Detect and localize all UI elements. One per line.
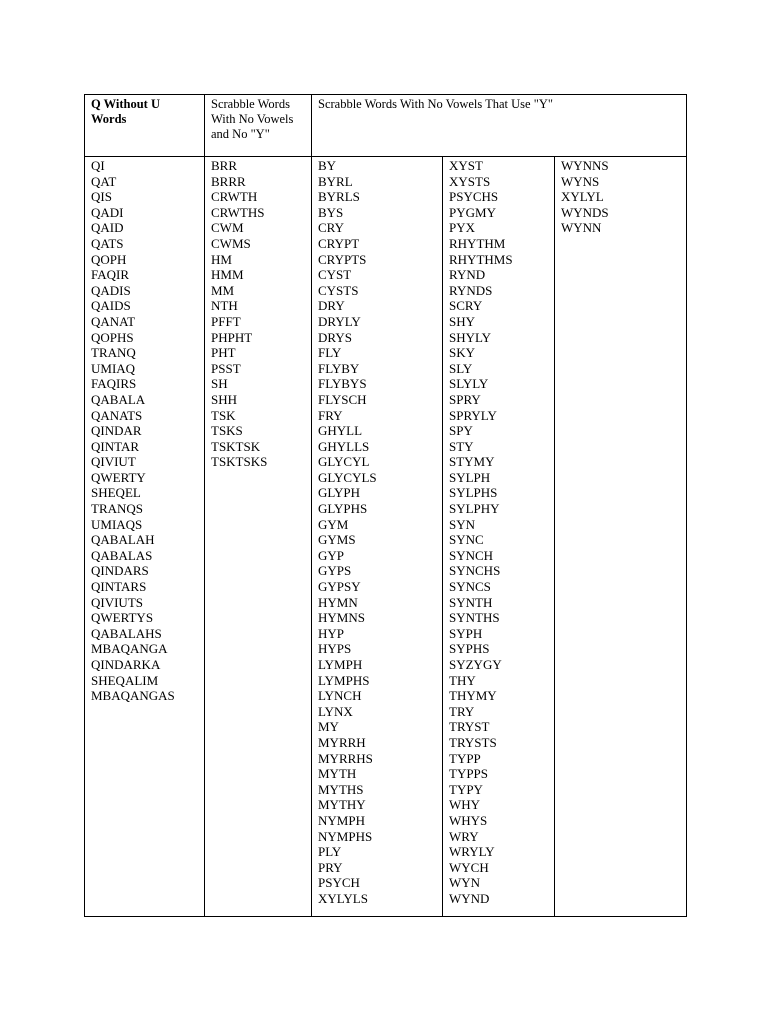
word-entry: XYLYL	[561, 189, 604, 205]
word-entry: PYX	[449, 220, 476, 236]
word-entry: GLYPHS	[318, 501, 368, 517]
word-entry: QATS	[91, 235, 124, 251]
word-entry: QAT	[91, 173, 117, 189]
word-entry: FAQIRS	[91, 376, 137, 392]
word-entry: WHY	[449, 797, 481, 813]
word-entry: SYNCHS	[449, 563, 501, 579]
word-entry: PSYCHS	[449, 189, 499, 205]
word-entry: WYNNS	[561, 158, 609, 173]
word-entry: DRYS	[318, 329, 352, 345]
word-entry: WYNDS	[561, 204, 609, 220]
word-entry: TSKTSKS	[211, 454, 268, 470]
header-q-without-u: Q Without U Words	[85, 95, 205, 157]
word-entry: PYGMY	[449, 204, 496, 220]
word-entry: SH	[211, 376, 228, 392]
word-entry: SPY	[449, 423, 473, 439]
word-entry: SYNCH	[449, 547, 494, 563]
word-entry: HYMNS	[318, 610, 365, 626]
column-y-words-2	[443, 157, 555, 917]
word-entry: STYMY	[449, 454, 495, 470]
word-entry: BYS	[318, 204, 344, 220]
word-entry: SPRYLY	[449, 407, 497, 423]
word-entry: SPRY	[449, 391, 481, 407]
word-entry: MBAQANGAS	[91, 688, 175, 704]
word-entry: BRRR	[211, 173, 246, 189]
word-entry: QINTARS	[91, 579, 147, 595]
word-entry: HYP	[318, 625, 345, 641]
column-q-without-u	[85, 157, 205, 917]
word-entry: MM	[211, 282, 235, 298]
word-entry: QANATS	[91, 407, 143, 423]
word-entry: MYRRH	[318, 734, 366, 750]
word-entry: CRWTHS	[211, 204, 265, 220]
word-entry: PFFT	[211, 313, 241, 329]
scrabble-words-table	[84, 94, 687, 917]
word-entry: TYPP	[449, 750, 481, 766]
word-entry: PRY	[318, 859, 343, 875]
column-y-words-1	[312, 157, 443, 917]
word-entry: CYSTS	[318, 282, 359, 298]
column-y-words-3	[555, 157, 687, 917]
word-entry: THYMY	[449, 688, 497, 704]
word-entry: HM	[211, 251, 232, 267]
word-entry: WRY	[449, 828, 479, 844]
word-entry: SYNCS	[449, 579, 491, 595]
word-entry: GHYLL	[318, 423, 363, 439]
word-entry: TRYST	[449, 719, 490, 735]
word-entry: WHYS	[449, 812, 488, 828]
word-entry: XYSTS	[449, 173, 491, 189]
word-entry: QABALAHS	[91, 625, 162, 641]
word-entry: QINTAR	[91, 438, 140, 454]
word-entry: SLYLY	[449, 376, 489, 392]
word-entry: WYNS	[561, 173, 600, 189]
word-entry: SYLPH	[449, 469, 491, 485]
word-entry: SYPH	[449, 625, 483, 641]
word-entry: MYTHY	[318, 797, 366, 813]
word-entry: PLY	[318, 844, 342, 860]
word-entry: SYLPHY	[449, 501, 500, 517]
word-entry: CRWTH	[211, 189, 258, 205]
word-entry: TRANQS	[91, 501, 144, 517]
word-entry: QOPHS	[91, 329, 134, 345]
word-entry: GLYCYLS	[318, 469, 377, 485]
word-entry: SYNC	[449, 532, 484, 548]
word-entry: NYMPHS	[318, 828, 373, 844]
word-entry: QI	[91, 158, 105, 173]
word-entry: SYNTH	[449, 594, 493, 610]
word-entry: SYNTHS	[449, 610, 500, 626]
word-entry: QINDARKA	[91, 657, 161, 672]
word-entry: LYMPHS	[318, 672, 370, 688]
word-entry: GYPSY	[318, 579, 361, 595]
word-entry: BRR	[211, 158, 238, 173]
word-entry: TRYSTS	[449, 734, 497, 750]
word-entry: CWM	[211, 220, 244, 236]
word-entry: FRY	[318, 407, 343, 423]
word-entry: QIS	[91, 189, 112, 205]
word-entry: STY	[449, 438, 474, 454]
word-entry: QADI	[91, 204, 124, 220]
column-no-vowels-no-y	[205, 157, 312, 917]
words-row	[85, 157, 687, 917]
word-entry: QOPH	[91, 251, 127, 267]
word-entry: QADIS	[91, 282, 131, 298]
word-entry: PSST	[211, 360, 241, 376]
word-entry: LYMPH	[318, 657, 363, 672]
word-entry: HYMN	[318, 594, 358, 610]
word-entry: FLYSCH	[318, 391, 367, 407]
document-page	[84, 94, 686, 917]
word-entry: BY	[318, 158, 337, 173]
word-entry: SYLPHS	[449, 485, 498, 501]
word-entry: NTH	[211, 298, 238, 314]
word-entry: WYCH	[449, 859, 489, 875]
word-entry: BYRL	[318, 173, 353, 189]
word-entry: SYZYGY	[449, 657, 502, 672]
word-entry: WYND	[449, 890, 490, 906]
word-entry: GHYLLS	[318, 438, 370, 454]
word-entry: SCRY	[449, 298, 483, 314]
word-entry: GYP	[318, 547, 345, 563]
word-entry: GLYCYL	[318, 454, 370, 470]
word-entry: TRY	[449, 703, 475, 719]
word-entry: QANAT	[91, 313, 136, 329]
word-entry: FLYBYS	[318, 376, 367, 392]
word-entry: HYPS	[318, 641, 352, 657]
word-entry: GYPS	[318, 563, 352, 579]
word-entry: TSKS	[211, 423, 243, 439]
word-entry: WRYLY	[449, 844, 495, 860]
word-entry: QWERTYS	[91, 610, 154, 626]
word-entry: CRY	[318, 220, 345, 236]
word-entry: QABALAS	[91, 547, 153, 563]
word-entry: PHPHT	[211, 329, 253, 345]
word-entry: QWERTY	[91, 469, 146, 485]
header-row	[85, 95, 687, 157]
word-entry: XYST	[449, 158, 483, 173]
word-entry: DRYLY	[318, 313, 361, 329]
word-entry: FLYBY	[318, 360, 360, 376]
word-entry: SKY	[449, 345, 476, 361]
word-entry: TSKTSK	[211, 438, 261, 454]
word-entry: QINDAR	[91, 423, 142, 439]
word-entry: UMIAQ	[91, 360, 136, 376]
word-entry: GYMS	[318, 532, 356, 548]
header-no-vowels-no-y: Scrabble Words With No Vowels and No "Y"	[205, 95, 312, 157]
word-entry: XYLYLS	[318, 890, 368, 906]
word-entry: QAIDS	[91, 298, 131, 314]
word-entry: MYTHS	[318, 781, 364, 797]
word-entry: THY	[449, 672, 476, 688]
word-entry: CRYPTS	[318, 251, 367, 267]
word-entry: RHYTHM	[449, 235, 506, 251]
word-entry: WYNN	[561, 220, 602, 236]
word-entry: BYRLS	[318, 189, 360, 205]
word-entry: SLY	[449, 360, 473, 376]
word-entry: PSYCH	[318, 875, 360, 891]
word-entry: RHYTHMS	[449, 251, 513, 267]
word-entry: RYND	[449, 267, 486, 283]
word-entry: PHT	[211, 345, 236, 361]
word-entry: MY	[318, 719, 339, 735]
word-entry: SHEQEL	[91, 485, 141, 501]
word-entry: QABALAH	[91, 532, 155, 548]
word-entry: WYN	[449, 875, 481, 891]
word-entry: SYPHS	[449, 641, 490, 657]
word-entry: GLYPH	[318, 485, 361, 501]
word-entry: CYST	[318, 267, 352, 283]
word-entry: CWMS	[211, 235, 251, 251]
word-entry: FLY	[318, 345, 342, 361]
word-entry: CRYPT	[318, 235, 360, 251]
word-entry: QABALA	[91, 391, 146, 407]
word-entry: NYMPH	[318, 812, 365, 828]
word-entry: MYRRHS	[318, 750, 373, 766]
word-entry: RYNDS	[449, 282, 493, 298]
word-entry: TRANQ	[91, 345, 136, 361]
word-entry: MBAQANGA	[91, 641, 168, 657]
word-entry: SHH	[211, 391, 238, 407]
word-entry: TSK	[211, 407, 236, 423]
word-entry: DRY	[318, 298, 345, 314]
word-entry: UMIAQS	[91, 516, 143, 532]
word-entry: SYN	[449, 516, 476, 532]
word-entry: MYTH	[318, 766, 357, 782]
word-entry: HMM	[211, 267, 244, 283]
word-entry: GYM	[318, 516, 349, 532]
word-entry: QAID	[91, 220, 124, 236]
word-entry: TYPPS	[449, 766, 489, 782]
word-entry: LYNCH	[318, 688, 362, 704]
word-entry: FAQIR	[91, 267, 130, 283]
word-entry: LYNX	[318, 703, 353, 719]
word-entry: QINDARS	[91, 563, 149, 579]
word-entry: QIVIUT	[91, 454, 136, 470]
word-entry: SHYLY	[449, 329, 492, 345]
word-entry: QIVIUTS	[91, 594, 143, 610]
word-entry: TYPY	[449, 781, 483, 797]
header-no-vowels-with-y: Scrabble Words With No Vowels That Use "Y"	[312, 95, 687, 157]
word-entry: SHY	[449, 313, 476, 329]
word-entry: SHEQALIM	[91, 672, 159, 688]
